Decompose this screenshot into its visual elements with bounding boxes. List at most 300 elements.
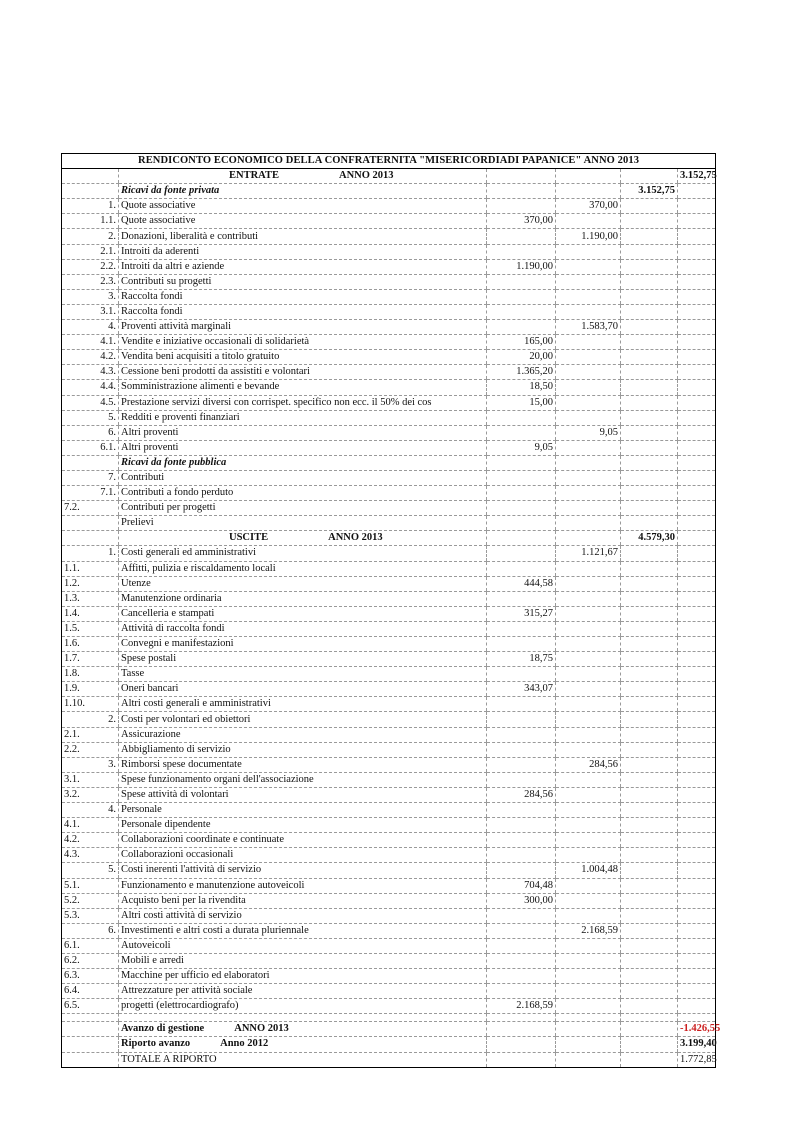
item-label-cell: [119, 501, 487, 516]
section-total-cell: [621, 304, 678, 319]
section-total-cell: [621, 757, 678, 772]
section-total-cell: [621, 621, 678, 636]
code-cell: 5.: [62, 410, 119, 425]
grand-total-cell: [678, 440, 716, 455]
amount-cell: [487, 984, 556, 999]
amount-cell: [487, 667, 556, 682]
section-total-cell: [621, 470, 678, 485]
subtotal-cell: [556, 1037, 621, 1052]
table-row: [62, 229, 716, 244]
grand-total-cell: [678, 395, 716, 410]
table-row: [62, 848, 716, 863]
item-year: ANNO 2013: [234, 1023, 289, 1035]
section-total-cell: [621, 908, 678, 923]
subtotal-cell: [556, 440, 621, 455]
amount-cell: [487, 1037, 556, 1052]
amount-cell: 9,05: [487, 440, 556, 455]
table-row: [62, 667, 716, 682]
section-total-cell: [621, 787, 678, 802]
grand-total-cell: [678, 893, 716, 908]
table-row: [62, 772, 716, 787]
item-label: Manutenzione ordinaria: [121, 592, 222, 604]
item-label-cell: [119, 969, 487, 984]
table-row: [62, 938, 716, 953]
subtotal-cell: [556, 1052, 621, 1067]
subtotal-cell: 1.121,67: [556, 546, 621, 561]
section-label: USCITE: [229, 532, 269, 544]
item-label-cell: [119, 516, 487, 531]
grand-total-cell: [678, 727, 716, 742]
grand-total-cell: [678, 938, 716, 953]
amount-cell: [487, 516, 556, 531]
code-cell: 6.1.: [62, 938, 119, 953]
item-label-cell: [119, 742, 487, 757]
subtotal-cell: [556, 335, 621, 350]
table-row: [62, 878, 716, 893]
subtotal-cell: [556, 969, 621, 984]
code-cell: 2.1.: [62, 727, 119, 742]
subtotal-cell: [556, 169, 621, 184]
item-label: Oneri bancari: [121, 683, 179, 695]
item-label-cell: [119, 1037, 487, 1052]
section-total-cell: [621, 878, 678, 893]
item-label-cell: [119, 848, 487, 863]
code-cell: 3.1.: [62, 772, 119, 787]
table-row: [62, 787, 716, 802]
grand-total-cell: [678, 320, 716, 335]
code-cell: 4.2.: [62, 350, 119, 365]
code-cell: 2.: [62, 712, 119, 727]
item-label-cell: [119, 621, 487, 636]
table-row: [62, 742, 716, 757]
code-cell: 5.3.: [62, 908, 119, 923]
table-row: [62, 818, 716, 833]
subtotal-cell: 284,56: [556, 757, 621, 772]
item-label: Vendita beni acquisiti a titolo gratuito: [121, 351, 280, 363]
item-label-cell: [119, 999, 487, 1014]
section-total-cell: [621, 380, 678, 395]
item-label-cell: [119, 304, 487, 319]
subtotal-cell: [556, 259, 621, 274]
section-total-cell: [621, 652, 678, 667]
code-cell: 2.3.: [62, 274, 119, 289]
grand-total-cell: [678, 969, 716, 984]
subtotal-cell: [556, 591, 621, 606]
item-label: Raccolta fondi: [121, 290, 183, 302]
code-cell: [62, 1022, 119, 1037]
item-label-cell: [119, 395, 487, 410]
code-cell: 4.1.: [62, 818, 119, 833]
section-total-cell: [621, 818, 678, 833]
section-total-cell: [621, 289, 678, 304]
amount-cell: [487, 772, 556, 787]
section-total-cell: [621, 923, 678, 938]
code-cell: 1.1.: [62, 214, 119, 229]
subtotal-cell: [556, 486, 621, 501]
grand-total-cell: [678, 591, 716, 606]
grand-total-cell: [678, 486, 716, 501]
table-row: [62, 486, 716, 501]
item-label: Attività di raccolta fondi: [121, 622, 225, 634]
code-cell: 6.1.: [62, 440, 119, 455]
grand-total-cell: [678, 470, 716, 485]
grand-total-cell: [678, 818, 716, 833]
item-label: Mobili e arredi: [121, 955, 184, 967]
item-label: Quote associative: [121, 200, 196, 212]
table-row: [62, 470, 716, 485]
code-cell: 3.2.: [62, 787, 119, 802]
grand-total-cell: [678, 350, 716, 365]
grand-total-cell: 1.772,85: [678, 1052, 716, 1067]
amount-cell: [487, 229, 556, 244]
amount-cell: 15,00: [487, 395, 556, 410]
table-row: [62, 501, 716, 516]
subtotal-cell: [556, 772, 621, 787]
item-label: Spese funzionamento organi dell'associazione: [121, 773, 314, 785]
amount-cell: 300,00: [487, 893, 556, 908]
subtotal-cell: [556, 365, 621, 380]
code-cell: 1.: [62, 199, 119, 214]
item-label: Contributi per progetti: [121, 502, 216, 514]
section-total-cell: [621, 606, 678, 621]
table-row: [62, 621, 716, 636]
amount-cell: 704,48: [487, 878, 556, 893]
item-label-cell: [119, 214, 487, 229]
section-total-cell: [621, 637, 678, 652]
code-cell: 4.2.: [62, 833, 119, 848]
item-label-cell: [119, 772, 487, 787]
code-cell: 4.5.: [62, 395, 119, 410]
empty-cell: [487, 1014, 556, 1022]
section-total-cell: [621, 395, 678, 410]
amount-cell: 343,07: [487, 682, 556, 697]
code-cell: [62, 184, 119, 199]
item-label-cell: [119, 410, 487, 425]
section-total-cell: [621, 984, 678, 999]
grand-total-cell: [678, 848, 716, 863]
table-row: [62, 1014, 716, 1022]
section-total-cell: [621, 893, 678, 908]
item-label-cell: [119, 184, 487, 199]
section-total-cell: [621, 425, 678, 440]
table-row: [62, 199, 716, 214]
table-row: [62, 304, 716, 319]
item-label-cell: [119, 1052, 487, 1067]
item-label: Assicurazione: [121, 728, 181, 740]
code-cell: 6.2.: [62, 953, 119, 968]
code-cell: [62, 1052, 119, 1067]
subtotal-cell: 1.004,48: [556, 863, 621, 878]
section-total-cell: [621, 682, 678, 697]
amount-cell: [487, 486, 556, 501]
code-cell: 6.3.: [62, 969, 119, 984]
grand-total-cell: [678, 229, 716, 244]
item-label-cell: [119, 606, 487, 621]
code-cell: 4.4.: [62, 380, 119, 395]
grand-total-cell: [678, 652, 716, 667]
table-row: [62, 712, 716, 727]
table-row: [62, 410, 716, 425]
grand-total-cell: [678, 516, 716, 531]
item-label-cell: [119, 380, 487, 395]
subtotal-cell: [556, 289, 621, 304]
item-label: Introiti da altri e aziende: [121, 260, 225, 272]
code-cell: 6.: [62, 923, 119, 938]
item-label: Cessione beni prodotti da assistiti e volontari: [121, 366, 310, 378]
table-row: [62, 425, 716, 440]
section-total-cell: [621, 1022, 678, 1037]
item-label: Ricavi da fonte privata: [121, 185, 220, 197]
amount-cell: [487, 953, 556, 968]
item-label: Prestazione servizi diversi con corrispet. specifico non ecc. il 50% dei cos: [121, 396, 432, 408]
subtotal-cell: [556, 893, 621, 908]
grand-total-cell: [678, 274, 716, 289]
code-cell: 4.3.: [62, 365, 119, 380]
subtotal-cell: 370,00: [556, 199, 621, 214]
item-label-cell: [119, 440, 487, 455]
table-row: [62, 214, 716, 229]
code-cell: 4.3.: [62, 848, 119, 863]
item-label-cell: [119, 712, 487, 727]
subtotal-cell: [556, 395, 621, 410]
grand-total-cell: [678, 425, 716, 440]
table-row: [62, 697, 716, 712]
grand-total-cell: [678, 606, 716, 621]
amount-cell: [487, 1052, 556, 1067]
subtotal-cell: [556, 878, 621, 893]
item-label-cell: [119, 274, 487, 289]
item-label-cell: [119, 667, 487, 682]
code-cell: 1.5.: [62, 621, 119, 636]
item-label: Acquisto beni per la rivendita: [121, 894, 246, 906]
grand-total-cell: [678, 214, 716, 229]
table-row: [62, 908, 716, 923]
table-row: [62, 365, 716, 380]
subtotal-cell: [556, 516, 621, 531]
section-total-cell: [621, 697, 678, 712]
section-total-cell: [621, 440, 678, 455]
rendiconto-sheet: [61, 153, 721, 1068]
table-row: [62, 380, 716, 395]
code-cell: 3.1.: [62, 304, 119, 319]
code-cell: 1.8.: [62, 667, 119, 682]
item-label-cell: [119, 1022, 487, 1037]
item-label: Attrezzature per attività sociale: [121, 985, 253, 997]
section-total-cell: 4.579,30: [621, 531, 678, 546]
table-row: [62, 999, 716, 1014]
table-row: [62, 516, 716, 531]
code-cell: 1.7.: [62, 652, 119, 667]
code-cell: [62, 455, 119, 470]
amount-cell: 165,00: [487, 335, 556, 350]
item-label-cell: [119, 923, 487, 938]
code-cell: 7.2.: [62, 501, 119, 516]
item-label-cell: [119, 833, 487, 848]
item-label-cell: [119, 803, 487, 818]
item-label-cell: [119, 546, 487, 561]
table-row: [62, 984, 716, 999]
table-row: [62, 289, 716, 304]
section-total-cell: [621, 1037, 678, 1052]
item-label: Collaborazioni occasionali: [121, 849, 234, 861]
grand-total-cell: [678, 335, 716, 350]
amount-cell: [487, 833, 556, 848]
grand-total-cell: [678, 621, 716, 636]
item-label: Funzionamento e manutenzione autoveicoli: [121, 879, 305, 891]
code-cell: 4.: [62, 320, 119, 335]
subtotal-cell: [556, 531, 621, 546]
item-label-cell: [119, 787, 487, 802]
item-label: Tasse: [121, 668, 145, 680]
subtotal-cell: [556, 999, 621, 1014]
section-total-cell: [621, 486, 678, 501]
code-cell: 4.: [62, 803, 119, 818]
item-label: Altri proventi: [121, 426, 179, 438]
grand-total-cell: -1.426,55: [678, 1022, 716, 1037]
table-row: [62, 576, 716, 591]
item-label: Investimenti e altri costi a durata pluriennale: [121, 924, 309, 936]
section-label: ENTRATE: [229, 170, 279, 182]
item-label: Contributi su progetti: [121, 275, 212, 287]
grand-total-cell: [678, 637, 716, 652]
section-total-cell: [621, 833, 678, 848]
grand-total-cell: [678, 561, 716, 576]
subtotal-cell: [556, 787, 621, 802]
item-label-cell: [119, 335, 487, 350]
item-label: Costi generali ed amministrativi: [121, 547, 257, 559]
grand-total-cell: [678, 184, 716, 199]
item-label-cell: [119, 259, 487, 274]
item-label: Rimborsi spese documentate: [121, 758, 242, 770]
grand-total-cell: [678, 787, 716, 802]
item-label: Convegni e manifestazioni: [121, 638, 234, 650]
item-label: Proventi attività marginali: [121, 321, 232, 333]
item-label: Macchine per ufficio ed elaboratori: [121, 970, 270, 982]
item-label: progetti (elettrocardiografo): [121, 1000, 239, 1012]
section-total-cell: [621, 969, 678, 984]
code-cell: 7.: [62, 470, 119, 485]
empty-cell: [62, 1014, 119, 1022]
table-row: [62, 953, 716, 968]
amount-cell: [487, 621, 556, 636]
item-label: Spese attività di volontari: [121, 788, 229, 800]
item-label-cell: [119, 320, 487, 335]
section-total-cell: [621, 999, 678, 1014]
grand-total-cell: [678, 682, 716, 697]
title-row: [62, 154, 716, 169]
grand-total-cell: [678, 953, 716, 968]
item-label: Prelievi: [121, 517, 154, 529]
subtotal-cell: [556, 712, 621, 727]
table-row: [62, 320, 716, 335]
subtotal-cell: [556, 410, 621, 425]
empty-cell: [678, 1014, 716, 1022]
code-cell: 2.1.: [62, 244, 119, 259]
item-label-cell: [119, 878, 487, 893]
subtotal-cell: [556, 848, 621, 863]
section-total-cell: [621, 410, 678, 425]
section-total-cell: [621, 350, 678, 365]
item-label: Affitti, pulizia e riscaldamento locali: [121, 562, 276, 574]
item-label-cell: [119, 591, 487, 606]
section-total-cell: [621, 244, 678, 259]
table-row: [62, 1022, 716, 1037]
code-cell: 1.3.: [62, 591, 119, 606]
amount-cell: [487, 757, 556, 772]
subtotal-cell: 2.168,59: [556, 923, 621, 938]
code-cell: 5.2.: [62, 893, 119, 908]
table-row: [62, 350, 716, 365]
item-label-cell: [119, 727, 487, 742]
code-cell: 1.9.: [62, 682, 119, 697]
subtotal-cell: [556, 380, 621, 395]
item-label-cell: [119, 470, 487, 485]
item-label: Ricavi da fonte pubblica: [121, 456, 227, 468]
amount-cell: [487, 712, 556, 727]
table-row: [62, 335, 716, 350]
grand-total-cell: [678, 667, 716, 682]
subtotal-cell: [556, 214, 621, 229]
section-total-cell: [621, 214, 678, 229]
grand-total-cell: [678, 803, 716, 818]
section-total-cell: [621, 1052, 678, 1067]
item-label-cell: [119, 908, 487, 923]
section-total-cell: [621, 712, 678, 727]
amount-cell: 444,58: [487, 576, 556, 591]
amount-cell: [487, 455, 556, 470]
amount-cell: [487, 501, 556, 516]
amount-cell: [487, 470, 556, 485]
amount-cell: [487, 637, 556, 652]
section-total-cell: [621, 742, 678, 757]
grand-total-cell: [678, 757, 716, 772]
table-row: [62, 863, 716, 878]
amount-cell: [487, 742, 556, 757]
grand-total-cell: [678, 742, 716, 757]
grand-total-cell: [678, 984, 716, 999]
grand-total-cell: 3.152,75: [678, 169, 716, 184]
section-total-cell: [621, 274, 678, 289]
code-cell: 6.: [62, 425, 119, 440]
code-cell: 1.10.: [62, 697, 119, 712]
grand-total-cell: [678, 289, 716, 304]
amount-cell: [487, 818, 556, 833]
amount-cell: 18,50: [487, 380, 556, 395]
section-total-cell: [621, 229, 678, 244]
item-label-cell: [119, 984, 487, 999]
item-label-cell: [119, 652, 487, 667]
amount-cell: [487, 531, 556, 546]
amount-cell: [487, 169, 556, 184]
table-row: [62, 1052, 716, 1067]
table-row: [62, 440, 716, 455]
item-label: Contributi: [121, 472, 165, 484]
grand-total-cell: [678, 999, 716, 1014]
section-year: ANNO 2013: [338, 170, 394, 182]
table-row: [62, 833, 716, 848]
item-label: Abbigliamento di servizio: [121, 743, 231, 755]
item-label: Costi inerenti l'attività di servizio: [121, 864, 262, 876]
grand-total-cell: [678, 199, 716, 214]
item-label: Donazioni, liberalità e contributi: [121, 230, 259, 242]
item-label-cell: [119, 486, 487, 501]
item-label: Personale dipendente: [121, 819, 211, 831]
amount-cell: [487, 561, 556, 576]
table-row: [62, 259, 716, 274]
empty-cell: [621, 1014, 678, 1022]
subtotal-cell: [556, 833, 621, 848]
item-label: Riporto avanzo: [121, 1038, 191, 1050]
